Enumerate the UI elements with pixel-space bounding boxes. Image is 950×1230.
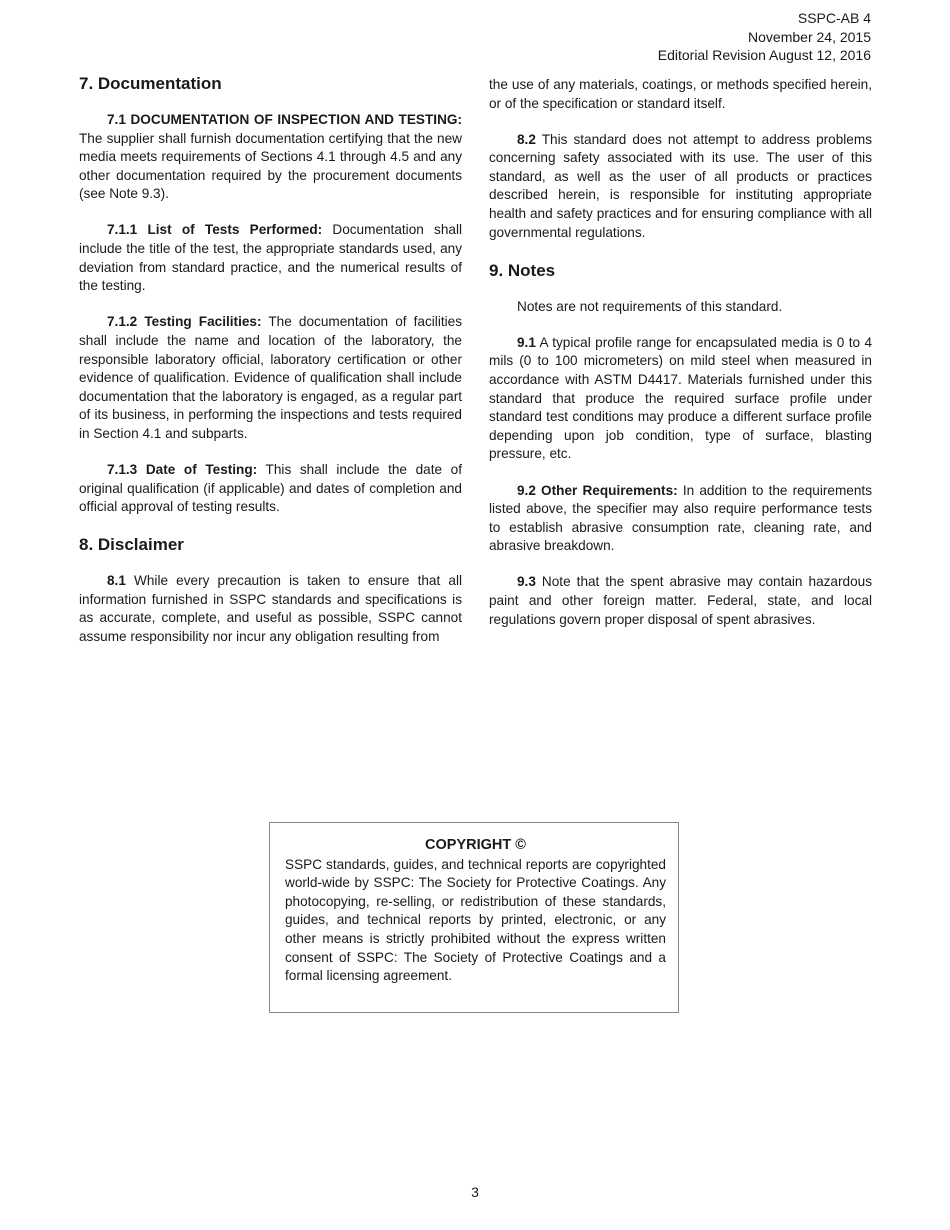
section-7-1-1-text: Documentation shall include the title of the test, the appropriate standards used, any deviation from standard practice, and the numerical results of the testing. xyxy=(79,222,462,294)
page-number: 3 xyxy=(471,1184,479,1200)
section-8-2-label: 8.2 xyxy=(517,131,536,147)
left-column xyxy=(79,73,462,664)
section-7-1 xyxy=(79,111,462,204)
copyright-text: SSPC standards, guides, and technical reports are copyrighted world-wide by SSPC: The Society for Protective Coatings. Any photocopying, re-selling, or redistribution of these standards, guides, and technical reports by printed, electronic, or any other means is strictly prohibited without the express written consent of SSPC: The Society of Protective Coatings and a formal licensing agreement. xyxy=(285,856,666,984)
section-9-2 xyxy=(489,482,872,556)
editorial-revision: Editorial Revision August 12, 2016 xyxy=(657,47,871,63)
section-7-1-label: 7.1 DOCUMENTATION OF INSPECTION AND TESTING: xyxy=(107,112,462,127)
right-column xyxy=(489,76,872,647)
section-8-1-continued: the use of any materials, coatings, or methods specified herein, or of the specification or standard itself. xyxy=(489,77,872,111)
section-8-2 xyxy=(489,131,872,243)
notes-intro: Notes are not requirements of this standard. xyxy=(517,298,783,314)
section-7-1-text: The supplier shall furnish documentation certifying that the new media meets requirements of Sections 4.1 through 4.5 and any other documentation required by the procurement documents (see Note 9.3). xyxy=(79,130,462,202)
section-8-heading: 8. Disclaimer xyxy=(79,535,184,555)
section-7-1-3 xyxy=(79,461,462,517)
section-9-3-text: Note that the spent abrasive may contain hazardous paint and other foreign matter. Federal, state, and local regulations govern proper disposal of spent abrasives. xyxy=(489,574,872,627)
section-9-3 xyxy=(489,573,872,629)
section-7-heading: 7. Documentation xyxy=(79,74,222,93)
section-8-1-label: 8.1 xyxy=(107,573,126,589)
page-header xyxy=(658,9,871,65)
section-7-1-1 xyxy=(79,221,462,295)
section-7-1-3-text: This shall include the date of original qualification (if applicable) and dates of completion and official approval of testing results. xyxy=(79,462,462,515)
copyright-box xyxy=(269,822,679,1013)
doc-id: SSPC-AB 4 xyxy=(797,10,871,26)
section-8-2-text: This standard does not attempt to address problems concerning safety associated with its use. The user of this standard, as well as the user of all products or practices described herein, is responsible for instituting appropriate health and safety practices and for ensuring compliance with all governmental regulations. xyxy=(489,131,872,240)
section-7-1-3-label: 7.1.3 Date of Testing: xyxy=(107,462,258,477)
section-9-1 xyxy=(489,334,872,464)
section-8-1 xyxy=(79,572,462,646)
section-9-2-text: In addition to the requirements listed above, the specifier may also require performance tests to establish abrasive consumption rate, cleaning rate, and abrasive breakdown. xyxy=(489,482,872,554)
doc-date: November 24, 2015 xyxy=(748,28,871,45)
copyright-title: COPYRIGHT © xyxy=(425,837,526,853)
section-9-1-label: 9.1 xyxy=(517,334,536,350)
section-7-1-2-label: 7.1.2 Testing Facilities: xyxy=(107,314,262,330)
section-9-1-text: A typical profile range for encapsulated media is 0 to 4 mils (0 to 100 micrometers) on mild steel when measured in accordance with ASTM D4417. Materials furnished under this standard that produce the required surface profile under standard test conditions may produce a different surface profile depending upon job condition, type of surface, blasting pressure, etc. xyxy=(489,334,872,462)
section-9-heading: 9. Notes xyxy=(489,260,556,280)
section-7-1-1-label: 7.1.1 List of Tests Performed: xyxy=(107,222,323,238)
section-9-3-label: 9.3 xyxy=(517,574,536,590)
section-9-2-label: 9.2 Other Requirements: xyxy=(517,482,678,498)
section-8-1-text: While every precaution is taken to ensure that all information furnished in SSPC standards and specifications is as accurate, complete, and useful as possible, SSPC cannot assume responsibility nor incur any obligation resulting from xyxy=(79,573,462,645)
section-7-1-2 xyxy=(79,313,462,443)
section-7-1-2-text: The documentation of facilities shall include the name and location of the laboratory, the responsible laboratory official, laboratory certification or other evidence of qualification. Evidence of qualification shall include documentation that the laboratory is engaged, as a regular part of its business, in performing the inspections and tests required in Section 4.1 and subparts. xyxy=(79,314,462,441)
